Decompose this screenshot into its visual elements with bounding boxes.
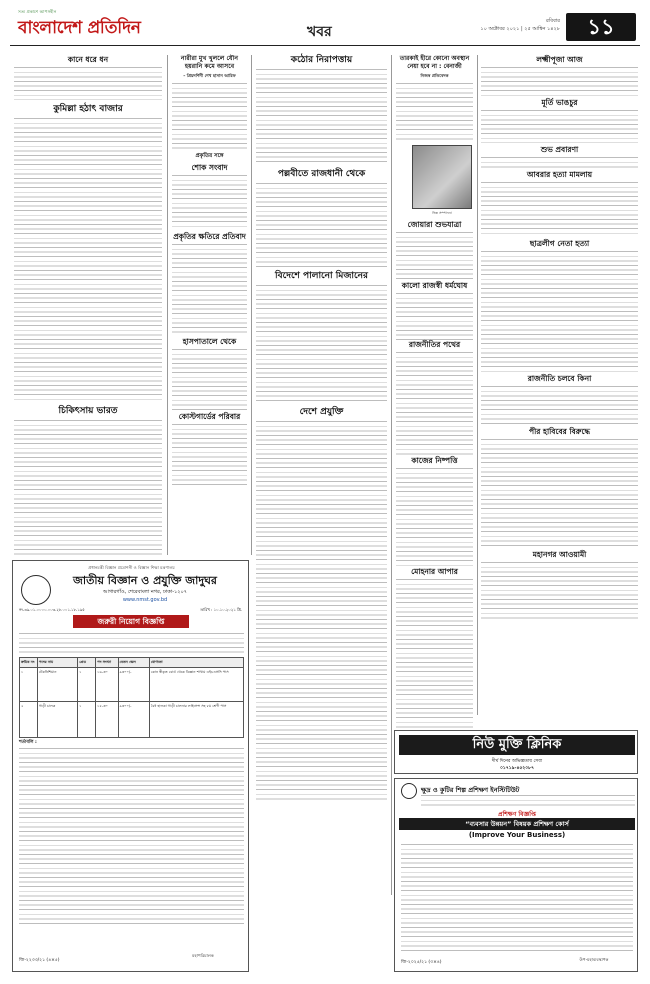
government-seal-icon bbox=[21, 575, 51, 605]
article-body bbox=[256, 182, 387, 268]
notice-title-banner: জরুরী নিয়োগ বিজ্ঞপ্তি bbox=[73, 615, 189, 628]
article-body bbox=[256, 68, 387, 166]
headline[interactable]: বিদেশে পালানো মিজানের bbox=[275, 271, 368, 281]
article-body bbox=[481, 66, 638, 96]
table-cell: ৯৩০০/- bbox=[118, 668, 149, 702]
headline[interactable]: প্রকৃতির সঙ্গে bbox=[195, 153, 224, 159]
dateline bbox=[478, 17, 560, 33]
headline[interactable]: মোহনার আপার bbox=[411, 567, 458, 576]
masthead-tagline: সত্য প্রকাশে আপসহীন bbox=[18, 9, 57, 14]
table-cell: ১ bbox=[78, 702, 96, 738]
training-signatory: উপ-মহাব্যবস্থাপক bbox=[579, 957, 609, 962]
byline: – প্রিয়দর্শিনী শেখ হাসান আরিফ bbox=[183, 73, 236, 78]
clinic-phone[interactable]: ০১৭১৯-৪৫২০৮৭ bbox=[499, 766, 535, 771]
training-org: ক্ষুদ্র ও কুটির শিল্প প্রশিক্ষণ ইনস্টিটিউট bbox=[421, 786, 520, 794]
headline[interactable]: নারীরা মুখ খুললে যৌন হয়রানি কমে আসবে bbox=[180, 55, 239, 70]
column-3 bbox=[256, 55, 387, 800]
table-cell: গাড়ী চালক bbox=[37, 702, 77, 738]
table-cell: ১ bbox=[78, 668, 96, 702]
article-body bbox=[396, 231, 473, 281]
article-body bbox=[396, 351, 473, 456]
course-details bbox=[401, 843, 633, 953]
headline[interactable]: আবরার হত্যা মামলায় bbox=[526, 170, 593, 179]
clinic-tagline: দীর্ঘ দিনের অভিজ্ঞতায় সেবা bbox=[491, 759, 543, 764]
table-row bbox=[20, 702, 244, 738]
column-rule bbox=[167, 55, 168, 555]
headline[interactable]: মূর্তি ভাঙচুর bbox=[541, 98, 578, 107]
article-body bbox=[481, 156, 638, 168]
headline[interactable]: চিকিৎসায় ভারত bbox=[58, 406, 118, 416]
column-rule bbox=[391, 55, 392, 895]
article-body bbox=[14, 66, 162, 100]
ad-reference: জি-২২৩৩/২১ (৪×৫) bbox=[19, 958, 60, 963]
article-body bbox=[172, 174, 247, 230]
signatory: মহাপরিচালক bbox=[192, 953, 214, 958]
headline[interactable]: রাজনীতি চলবে কিনা bbox=[527, 374, 592, 383]
table-row bbox=[20, 668, 244, 702]
table-header: বেতন স্কেল bbox=[118, 658, 149, 668]
article-body bbox=[14, 419, 162, 557]
ad-title: জাতীয় বিজ্ঞান ও প্রযুক্তি জাদুঘর bbox=[73, 574, 217, 587]
recruitment-table-wrap bbox=[19, 657, 244, 738]
headline[interactable]: কোস্টগার্ডের পরিবার bbox=[178, 412, 241, 421]
byline: নিজস্ব প্রতিবেদক bbox=[420, 73, 449, 78]
headline[interactable]: মহানগর আওয়ামী bbox=[532, 550, 587, 559]
photo-caption: ভিন্ন সম্পাদনা bbox=[432, 211, 452, 215]
course-title-en: (Improve Your Business) bbox=[468, 831, 566, 839]
headline[interactable]: হাসপাতালে থেকে bbox=[182, 337, 237, 346]
headline[interactable]: লক্ষ্মীপূজা আজ bbox=[536, 55, 583, 64]
headline[interactable]: দেশে প্রযুক্তি bbox=[299, 407, 344, 417]
headline[interactable]: পল্লবীতে রাজধানী থেকে bbox=[277, 169, 366, 179]
column-5 bbox=[481, 55, 638, 621]
article-body bbox=[481, 385, 638, 425]
recruitment-table bbox=[19, 657, 244, 738]
article-body bbox=[396, 292, 473, 340]
training-reference: জি-২০২৫/২১ (৩×৪) bbox=[401, 960, 442, 965]
column-rule bbox=[251, 55, 252, 555]
table-header: পদ সংখ্যা bbox=[96, 658, 118, 668]
headline[interactable]: কাজের নিষ্পত্তি bbox=[411, 456, 458, 465]
training-section-title: প্রশিক্ষণ বিজ্ঞপ্তি bbox=[498, 811, 536, 818]
article-body bbox=[396, 467, 473, 567]
article-body bbox=[256, 420, 387, 800]
headline[interactable]: কানে ধরে ধন bbox=[67, 55, 109, 64]
article-body bbox=[172, 82, 247, 152]
article-body bbox=[481, 561, 638, 621]
date-label: ১০ অক্টোবর ২০২১ | ২৫ আশ্বিন ১৪২৮ bbox=[480, 26, 560, 32]
column-1 bbox=[14, 55, 162, 557]
column-4 bbox=[396, 55, 473, 728]
article-body bbox=[481, 438, 638, 548]
headline[interactable]: কঠোর নিরাপত্তায় bbox=[290, 55, 353, 65]
column-2 bbox=[172, 55, 247, 485]
masthead bbox=[10, 8, 640, 46]
section-title: খবর bbox=[307, 24, 332, 40]
ad-museum-recruitment bbox=[12, 560, 249, 972]
article-body bbox=[481, 250, 638, 372]
article-body bbox=[396, 578, 473, 728]
headline[interactable]: কুমিল্লা হঠাৎ বাজার bbox=[53, 104, 123, 114]
article-body bbox=[481, 109, 638, 143]
table-cell: ২ bbox=[20, 702, 38, 738]
ad-website-link[interactable]: www.nmst.gov.bd bbox=[122, 597, 168, 603]
table-cell: বৈধ হালকা গাড়ী চালনার লাইসেন্স সহ ৮ম শ্রেণী পাস bbox=[149, 702, 243, 738]
institute-logo-icon bbox=[401, 783, 417, 799]
memo-date: তারিখ : ১০.১০.২০২১ খ্রি. bbox=[200, 607, 242, 612]
column-rule bbox=[477, 55, 478, 715]
headline[interactable]: প্রকৃতির ক্ষতিরে প্রতিবাদ bbox=[173, 232, 246, 241]
clinic-title: নিউ মুক্তি ক্লিনিক bbox=[399, 735, 635, 755]
news-photo bbox=[412, 145, 472, 209]
page-number: ১১ bbox=[566, 13, 636, 41]
table-header: পদের নাম bbox=[37, 658, 77, 668]
terms-body bbox=[19, 747, 244, 927]
article-body bbox=[256, 284, 387, 404]
table-cell: টেকনিশিয়ান bbox=[37, 668, 77, 702]
headline[interactable]: রাজনীতির পথের bbox=[408, 340, 461, 349]
headline[interactable]: ছাত্রলীগ নেতা হত্যা bbox=[529, 239, 590, 248]
newspaper-logo[interactable]: বাংলাদেশ প্রতিদিন bbox=[18, 18, 141, 38]
table-header: গ্রেড bbox=[78, 658, 96, 668]
article-body bbox=[14, 117, 162, 402]
table-cell: কোন স্বীকৃত বোর্ড থেকে বিজ্ঞান শাখায় এইচএসসি পাস bbox=[149, 668, 243, 702]
table-cell: ১৫-৩০ bbox=[96, 702, 118, 738]
memo-number: নং-৩৯.০১.০০০০.০০৩.২৮.০০১.১৮-১৯৫ bbox=[19, 607, 85, 612]
headline[interactable]: শুভ প্রবারণা bbox=[540, 145, 579, 154]
table-cell: ১৬-৩০ bbox=[96, 668, 118, 702]
terms-label: শর্তাবলি : bbox=[19, 740, 37, 745]
course-title-banner: “ব্যবসার উন্নয়ন” বিষয়ক প্রশিক্ষণ কোর্স bbox=[399, 818, 635, 830]
headline[interactable]: শোক সংবাদ bbox=[191, 163, 228, 172]
article-body bbox=[172, 423, 247, 485]
article-body bbox=[172, 348, 247, 410]
day-label: রবিবার bbox=[546, 18, 560, 24]
headline[interactable]: জোয়ারা শুভযাত্রা bbox=[407, 220, 462, 229]
ad-clinic bbox=[394, 730, 638, 774]
photo-block bbox=[396, 145, 473, 217]
article-body bbox=[172, 243, 247, 335]
headline[interactable]: তারকাই হীরে কোনো অবস্থান নেয়া হবে না : বেনাজী bbox=[399, 55, 470, 70]
training-org-address bbox=[421, 794, 635, 806]
table-header: ক্রমিক নং bbox=[20, 658, 38, 668]
ad-training-course bbox=[394, 778, 638, 972]
table-cell: ৯৩০০/- bbox=[118, 702, 149, 738]
headline[interactable]: কালো রাজস্বী ধর্মঘোষ bbox=[401, 281, 468, 290]
ad-address: আগারগাঁও, শেরেবাংলা নগর, ঢাকা-১২০৭ bbox=[102, 589, 187, 595]
table-cell: ১ bbox=[20, 668, 38, 702]
notice-intro bbox=[19, 632, 244, 654]
headline[interactable]: পীর হাবিবের বিরুদ্ধে bbox=[529, 427, 590, 436]
table-header: যোগ্যতা bbox=[149, 658, 243, 668]
article-body bbox=[396, 82, 473, 142]
article-body bbox=[481, 181, 638, 237]
ad-top-line: প্রধানমন্ত্রী বিজ্ঞান প্রমোশনী ও বিজ্ঞান শিক্ষা মন্ত্রণালয় bbox=[88, 565, 175, 570]
